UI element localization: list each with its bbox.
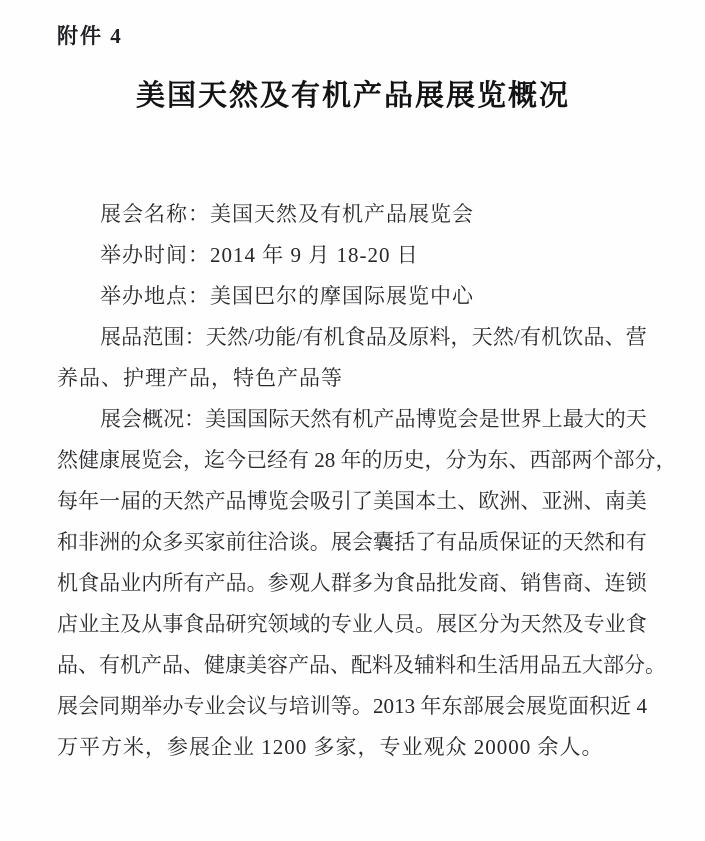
- document-title: 美国天然及有机产品展展览概况: [135, 80, 570, 112]
- body-line: 养品、护理产品，特色产品等: [57, 366, 343, 390]
- body-line: 每 年 一 届 的 天 然 产 品 博 览 会 吸 引 了 美 国 本 土 、 欧 洲 、 亚 洲 、 南 美: [57, 489, 647, 513]
- body-line: 品 、 有 机 产 品 、 健 康 美 容 产 品 、 配 料 及 辅 料 和 生 活 用 品 五 大 部 分 。: [57, 653, 666, 677]
- attachment-label: 附件 4: [57, 24, 123, 48]
- body-line: 店 业 主 及 从 事 食 品 研 究 领 域 的 专 业 人 员 。 展 区 分 为 天 然 及 专 业 食: [57, 612, 647, 636]
- body-line: 然 健 康 展 览 会 ， 迄 今 已 经 有 2 8 年 的 历 史 ， 分 为 东 、 西 部 两 个 部 分 ，: [57, 448, 677, 472]
- document-body: [57, 194, 677, 768]
- body-line: 举办时间：2014 年 9 月 18-20 日: [100, 243, 419, 267]
- body-line: 万平方米，参展企业 1200 多家，专业观众 20000 余人。: [57, 735, 604, 759]
- body-line: 展会名称：美国天然及有机产品展览会: [100, 202, 474, 226]
- body-line: 展 会 同 期 举 办 专 业 会 议 与 培 训 等 。 2 0 1 3 年 东 部 展 会 展 览 面 积 近 4: [57, 694, 647, 718]
- body-line: 举办地点：美国巴尔的摩国际展览中心: [100, 284, 474, 308]
- body-line: 展 会 概 况 ： 美 国 国 际 天 然 有 机 产 品 博 览 会 是 世 界 上 最 大 的 天: [100, 407, 647, 431]
- body-line: 展 品 范 围 ： 天 然 / 功 能 / 有 机 食 品 及 原 料 ， 天 然 / 有 机 饮 品 、 营: [100, 325, 647, 349]
- body-line: 机 食 品 业 内 所 有 产 品 。 参 观 人 群 多 为 食 品 批 发 商 、 销 售 商 、 连 锁: [57, 571, 647, 595]
- body-line: 和 非 洲 的 众 多 买 家 前 往 洽 谈 。 展 会 囊 括 了 有 品 质 保 证 的 天 然 和 有: [57, 530, 647, 554]
